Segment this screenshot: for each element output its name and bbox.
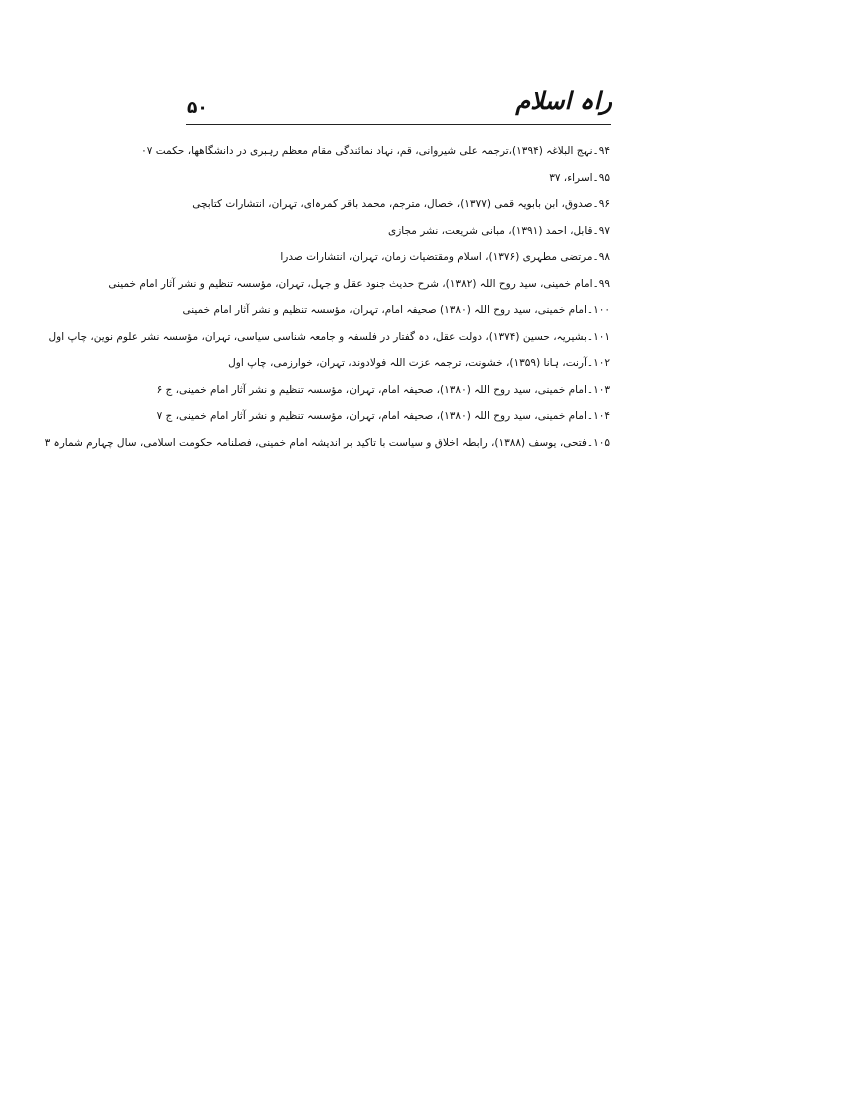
reference-list: [44, 141, 610, 459]
page-header: [185, 84, 612, 126]
reference-item: ۱۰۰۔امام خمینی، سید روح اللہ (۱۳۸۰) صحیفہ امام، تہران، مؤسسہ تنظیم و نشر آثار امام خمینی: [182, 304, 610, 316]
reference-item: ۱۰۴۔امام خمینی، سید روح اللہ (۱۳۸۰)، صحیفہ امام، تہران، مؤسسہ تنظیم و نشر آثار امام خمینی، ج ۷: [156, 410, 610, 422]
reference-item: ۱۰۲۔آرنت، ہانا (۱۳۵۹)، خشونت، ترجمہ عزت اللہ فولادوند، تہران، خوارزمی، چاپ اول: [228, 357, 610, 369]
reference-item: ۹۴۔نہج البلاغہ (۱۳۹۴)،ترجمہ علی شیروانی، قم، نہاد نمائندگی مقام معظم رہبری در دانشگاهها، حکمت ۰۷: [141, 145, 610, 157]
reference-item: ۹۷۔قابل، احمد (۱۳۹۱)، مبانی شریعت، نشر مجازی: [387, 224, 610, 237]
reference-item: ۱۰۳۔امام خمینی، سید روح اللہ (۱۳۸۰)، صحیفہ امام، تہران، مؤسسہ تنظیم و نشر آثار امام خمینی، ج ۶: [156, 383, 610, 396]
journal-title: راہ اسلام: [515, 86, 612, 115]
reference-item: ۱۰۱۔بشیریہ، حسین (۱۳۷۴)، دولت عقل، دہ گفتار در فلسفہ و جامعہ شناسی سیاسی، تہران، مؤسسہ نشر علوم نوین، چاپ اول: [48, 330, 610, 343]
reference-item: ۹۶۔صدوق، ابن بابویہ قمی (۱۳۷۷)، خصال، مترجم، محمد باقر کمرہ‌ای، تہران، انتشارات کتابچی: [192, 198, 610, 210]
reference-item: ۹۹۔امام خمینی، سید روح اللہ (۱۳۸۲)، شرح حدیث جنود عقل و جہل، تہران، مؤسسہ تنظیم و نشر آثار امام خمینی: [108, 277, 610, 290]
page-number: ۵۰: [187, 98, 208, 118]
reference-item: ۹۸۔مرتضی مطہری (۱۳۷۶)، اسلام ومقتضیات زمان، تہران، انتشارات صدرا: [280, 251, 610, 263]
reference-item: ۱۰۵۔فتحی، یوسف (۱۳۸۸)، رابطہ اخلاق و سیاست با تاکید بر اندیشہ امام خمینی، فصلنامہ حکومت اسلامی، سال چہارم شمارہ ۳: [44, 436, 610, 449]
header-divider: [186, 124, 611, 125]
reference-item: ۹۵۔اسراء، ۳۷: [549, 171, 610, 184]
